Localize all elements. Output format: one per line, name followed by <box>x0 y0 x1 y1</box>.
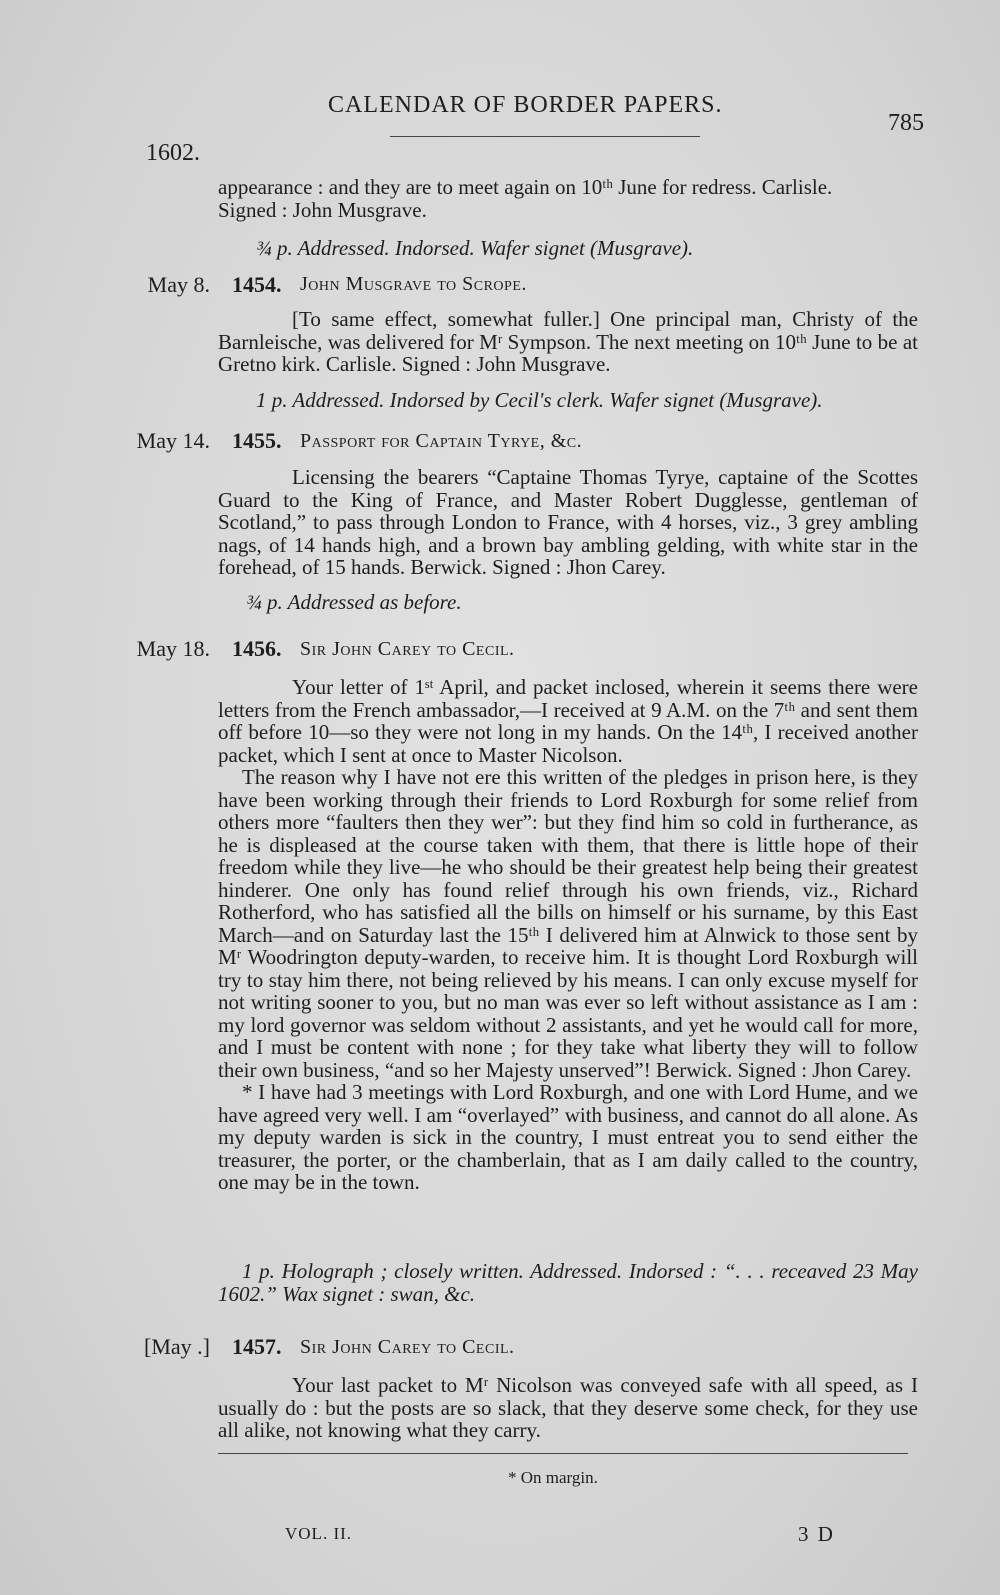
header-rule <box>390 136 700 137</box>
page-number: 785 <box>888 110 924 136</box>
entry-body <box>218 308 918 376</box>
entry-paragraph: * I have had 3 meetings with Lord Roxburgh, and one with Lord Hume, and we have agreed very well. I am “overlayed” with business, and cannot do all alone. As my deputy warden is sick in the country, I must entreat you to send either the treasurer, the porter, or the chamberlain, that as I am daily called to the country, one may be in the town. <box>218 1080 918 1194</box>
entry-number: 1454. <box>232 272 282 297</box>
entry-paragraph: The reason why I have not ere this written of the pledges in prison here, is they have been working through their friends to Lord Roxburgh for some relief from others more “faulters then they wer”: but they find him so cold in furtherance, as he is displeased at the course taken with them, that there is little hope of their freedom while they live—he who should be their greatest help being their greatest hinderer. One only has found relief through his own friends, viz., Richard Rotherford, who has satisfied all the bills on himself or his surname, by this East March—and on Saturday last the 15ᵗʰ I delivered him at Alnwick to those sent by Mʳ Woodrington deputy-warden, to receive him. It is thought Lord Roxburgh will try to stay him there, not being relieved by his means. I can only excuse myself for not writing sooner to you, but no man was ever so left without assistance as I am : my lord governor was seldom without 2 assistants, and yet he would call for more, and I must be content with none ; for they take what liberty they will to follow their own business, “and so her Majesty unserved”! Berwick. Signed : Jhon Carey. <box>218 765 918 1082</box>
entry-paragraph: Your last packet to Mʳ Nicolson was conveyed safe with all speed, as I usually do : but the posts are so slack, that they deserve some check, for they use all alike, not knowing what they carry. <box>218 1373 918 1442</box>
entry-date: May 18. <box>136 636 210 661</box>
entry-number: 1455. <box>232 428 282 453</box>
entry-number: 1456. <box>232 636 282 661</box>
entry-note: 1 p. Addressed. Indorsed by Cecil's clerk. Wafer signet (Musgrave). <box>256 388 823 412</box>
entry-paragraph: [To same effect, somewhat fuller.] One principal man, Christy of the Barnleische, was delivered for Mʳ Sympson. The next meeting on 10ᵗʰ June to be at Gretno kirk. Carlisle. Signed : John Musgrave. <box>218 307 918 376</box>
entry-title: Sir John Carey to Cecil. <box>300 638 515 660</box>
footnote-rule <box>218 1453 908 1454</box>
year-label: 1602. <box>146 140 200 166</box>
entry-body <box>218 1374 918 1442</box>
footnote: * On margin. <box>508 1468 598 1487</box>
entry-paragraph: Licensing the bearers “Captaine Thomas Tyrye, captaine of the Scottes Guard to the King of France, and Master Robert Dugglesse, gentleman of Scotland,” to pass through London to France, with 4 horses, viz., 3 grey ambling nags, of 14 hands high, and a brown bay ambling gelding, with white star in the forehead, of 15 hands. Berwick. Signed : Jhon Carey. <box>218 465 918 579</box>
running-title: CALENDAR OF BORDER PAPERS. <box>328 92 723 118</box>
entry-date: May 8. <box>147 272 210 297</box>
entry-date: May 14. <box>136 428 210 453</box>
entry-paragraph: Your letter of 1ˢᵗ April, and packet inclosed, wherein it seems there were letters from the French ambassador,—I received at 9 A.M. on the 7ᵗʰ and sent them off before 10—so they were not long in my hands. On the 14ᵗʰ, I received another packet, which I sent at once to Master Nicolson. <box>218 675 918 767</box>
entry-title: Passport for Captain Tyrye, &c. <box>300 430 583 452</box>
entry-number: 1457. <box>232 1334 282 1359</box>
entry-title: Sir John Carey to Cecil. <box>300 1336 515 1358</box>
volume-signature: VOL. II. <box>285 1524 353 1543</box>
entry-body <box>218 466 918 579</box>
opening-line-2: Signed : John Musgrave. <box>218 197 427 222</box>
entry-note: ¾ p. Addressed as before. <box>246 590 462 614</box>
sheet-signature: 3 D <box>798 1522 835 1546</box>
entry-date: [May .] <box>144 1334 210 1359</box>
entry-note-text: 1 p. Holograph ; closely written. Addressed. Indorsed : “. . . receaved 23 May 1602.” Wax signet : swan, &c. <box>218 1259 918 1306</box>
opening-line-1: appearance : and they are to meet again on 10ᵗʰ June for redress. Carlisle. <box>218 175 833 199</box>
entry-title: John Musgrave to Scrope. <box>300 273 527 295</box>
entry-body <box>218 676 918 1194</box>
opening-continuation <box>218 176 918 221</box>
opening-note: ¾ p. Addressed. Indorsed. Wafer signet (Musgrave). <box>256 236 694 260</box>
entry-note <box>218 1260 918 1305</box>
